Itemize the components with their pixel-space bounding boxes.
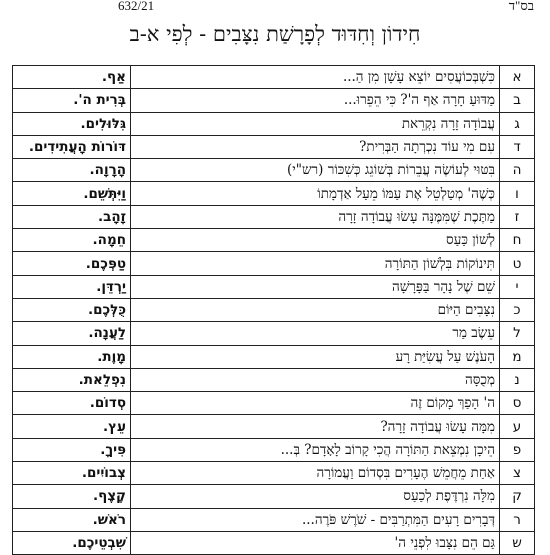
row-answer: עֵץ.	[13, 415, 131, 438]
table-row	[13, 159, 535, 182]
row-answer: גִּלּוּלִים.	[13, 112, 131, 135]
page-title: חִידוֹן וְחִדּוּד לְפָרָשַׁת נִצָּבִים - לְפִי א-ב	[129, 22, 421, 46]
row-letter: ב	[500, 89, 535, 112]
row-letter: כ	[500, 298, 535, 321]
row-clue: אַחַת מֵחֲמֵשׁ הֶעָרִים בִּסְדוֹם וַעֲמוֹרָה	[131, 462, 500, 485]
row-clue: עֵשֶׂב מַר	[131, 322, 500, 345]
row-letter: ר	[500, 508, 535, 531]
row-answer: בְּרִית ה'.	[13, 89, 131, 112]
table-row	[13, 112, 535, 135]
table-row	[13, 89, 535, 112]
table-row	[13, 205, 535, 228]
row-clue: דְּבָרִים רָעִים הַמִּתְרַבִּים - שֹׁרֶשׁ פֹּרֶה...	[131, 508, 500, 531]
row-clue: מִלָּה נִרְדֶּפֶת לְכַעַס	[131, 485, 500, 508]
row-clue: כְּשֶׁה' מְטַלְטֵל אֶת עַמּוֹ מֵעַל אַדְמָתוֹ	[131, 182, 500, 205]
row-answer: לַעֲנָה.	[13, 322, 131, 345]
row-letter: א	[500, 66, 535, 89]
table-row	[13, 438, 535, 461]
row-clue: ה' הָפַךְ מָקוֹם זֶה	[131, 392, 500, 415]
row-clue: נִצָּבִים הַיּוֹם	[131, 298, 500, 321]
table-row	[13, 368, 535, 391]
row-letter: פ	[500, 438, 535, 461]
table-row	[13, 392, 535, 415]
table-row	[13, 462, 535, 485]
row-letter: ס	[500, 392, 535, 415]
table-row	[13, 252, 535, 275]
row-letter: ז	[500, 205, 535, 228]
row-clue: מַתֶּכֶת שֶׁמִּמֶּנָּה עָשׂוּ עֲבוֹדָה זָרָה	[131, 205, 500, 228]
row-answer: קֶצֶף.	[13, 485, 131, 508]
row-answer: נִפְלֵאת.	[13, 368, 131, 391]
row-answer: רֹאשׁ.	[13, 508, 131, 531]
row-clue: תִּינוֹקוֹת בִּלְשׁוֹן הַתּוֹרָה	[131, 252, 500, 275]
table-row	[13, 275, 535, 298]
table-row	[13, 415, 535, 438]
row-answer: כֻּלְּכֶם.	[13, 298, 131, 321]
row-letter: ק	[500, 485, 535, 508]
row-clue: מַדּוּעַ חָרָה אַף ה'? כִּי הֵפֵרוּ...	[131, 89, 500, 112]
row-clue: שֵׁם שֶׁל נָהָר בַּפָּרָשָׁה	[131, 275, 500, 298]
row-answer: וַיִּתְּשֵׁם.	[13, 182, 131, 205]
row-answer: טַפְּכֶם.	[13, 252, 131, 275]
row-letter: ה	[500, 159, 535, 182]
row-answer: אַף.	[13, 66, 131, 89]
row-letter: ל	[500, 322, 535, 345]
table-row	[13, 182, 535, 205]
row-clue: מִמָּה עָשׂוּ עֲבוֹדָה זָרָה?	[131, 415, 500, 438]
table-row	[13, 531, 535, 554]
row-clue: עֲבוֹדָה זָרָה נִקְרֵאת	[131, 112, 500, 135]
row-letter: מ	[500, 345, 535, 368]
row-answer: יַרְדֵּן.	[13, 275, 131, 298]
document-number: 632/21	[118, 0, 155, 13]
row-letter: נ	[500, 368, 535, 391]
row-letter: י	[500, 275, 535, 298]
row-answer: סְדוֹם.	[13, 392, 131, 415]
row-clue: עִם מִי עוֹד נִכְרְתָה הַבְּרִית?	[131, 135, 500, 158]
row-clue: מְכֻסָּה	[131, 368, 500, 391]
row-clue: גַּם הֵם נִצָּבוּ לִפְנֵי ה'	[131, 531, 500, 554]
row-letter: ח	[500, 229, 535, 252]
row-answer: צְבוֹיִים.	[13, 462, 131, 485]
row-clue: הֵיכָן נִמְצֵאת הַתּוֹרָה הֲכִי קָרוֹב לָאָדָם? בְּ...	[131, 438, 500, 461]
table-row	[13, 322, 535, 345]
row-letter: ו	[500, 182, 535, 205]
row-clue: הָעֹנֶשׁ עַל עֲשִׂיַּת רָע	[131, 345, 500, 368]
row-answer: הָרָוָה.	[13, 159, 131, 182]
table-row	[13, 135, 535, 158]
table-row	[13, 229, 535, 252]
page-header	[0, 0, 550, 16]
row-clue: כִּשְׁבְּכוֹעֲסִים יוֹצֵא עָשָׁן מִן הַ...	[131, 66, 500, 89]
row-letter: ט	[500, 252, 535, 275]
table-row	[13, 345, 535, 368]
row-answer: זָהָב.	[13, 205, 131, 228]
row-clue: בִּטּוּי לְעוֹשֶׂה עֲבֵרוֹת בְּשׁוֹגֵג כְּשִׁכּוֹר (רש"י)	[131, 159, 500, 182]
bsd-mark: בס"ד	[508, 0, 534, 13]
row-answer: שִׁבְטֵיכֶם.	[13, 531, 131, 554]
row-letter: ש	[500, 531, 535, 554]
table-row	[13, 485, 535, 508]
row-letter: ג	[500, 112, 535, 135]
quiz-table	[12, 65, 535, 555]
row-letter: צ	[500, 462, 535, 485]
row-answer: מָוֶת.	[13, 345, 131, 368]
table-row	[13, 508, 535, 531]
table-row	[13, 298, 535, 321]
row-answer: חֵמָה.	[13, 229, 131, 252]
row-answer: דּוֹרוֹת הָעֲתִידִים.	[13, 135, 131, 158]
table-row	[13, 66, 535, 89]
row-letter: ד	[500, 135, 535, 158]
row-answer: פִּיךָ.	[13, 438, 131, 461]
row-clue: לְשׁוֹן כַּעַס	[131, 229, 500, 252]
row-letter: ע	[500, 415, 535, 438]
